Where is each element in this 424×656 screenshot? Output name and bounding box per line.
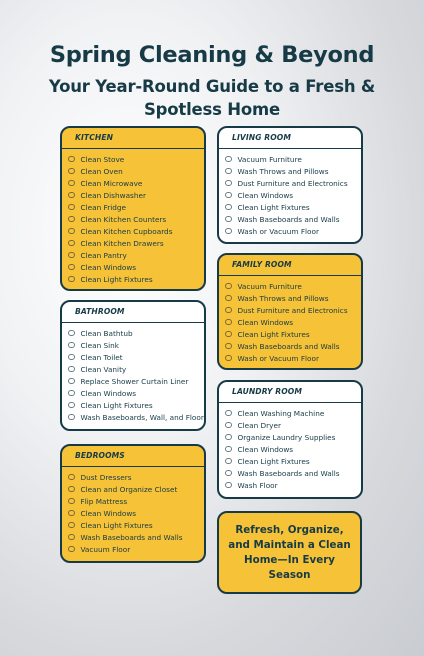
checklist-item (222, 292, 361, 304)
family-room-heading: FAMILY ROOM (219, 255, 361, 276)
checklist-item (65, 261, 204, 273)
checklist-item-label: Clean Microwave (80, 178, 143, 188)
checklist-item (65, 351, 204, 363)
bathroom-checklist (62, 323, 204, 423)
checkbox-circle-icon (68, 168, 75, 175)
bathroom-card (60, 300, 206, 431)
checklist-item-label: Clean Windows (237, 317, 294, 327)
checkbox-circle-icon (225, 307, 232, 314)
checkbox-circle-icon (68, 522, 75, 529)
checklist-item-label: Flip Mattress (80, 496, 128, 506)
checklist-item (65, 153, 204, 165)
checkbox-circle-icon (225, 331, 232, 338)
checklist-item (65, 249, 204, 261)
checklist-item (65, 483, 204, 495)
checklist-item-label: Clean Stove (80, 154, 125, 164)
checkbox-circle-icon (68, 510, 75, 517)
checklist-item-label: Vacuum Furniture (237, 154, 302, 164)
checkbox-circle-icon (225, 343, 232, 350)
checklist-item-label: Dust Furniture and Electronics (237, 305, 348, 315)
living-room-card (217, 126, 363, 244)
checkbox-circle-icon (68, 180, 75, 187)
checklist-item-label: Wash Baseboards and Walls (80, 532, 183, 542)
kitchen-heading: KITCHEN (62, 128, 204, 149)
checklist-item-label: Wash or Vacuum Floor (237, 353, 319, 363)
checklist-item-label: Wash Throws and Pillows (237, 293, 329, 303)
checklist-item-label: Clean Washing Machine (237, 408, 325, 418)
checklist-item-label: Clean Light Fixtures (237, 456, 310, 466)
checklist-item (222, 225, 361, 237)
checklist-item (222, 419, 361, 431)
family-room-card (217, 253, 363, 370)
checklist-item (222, 189, 361, 201)
checklist-item-label: Clean Light Fixtures (80, 520, 153, 530)
checklist-item (222, 165, 361, 177)
checkbox-circle-icon (225, 422, 232, 429)
checkbox-circle-icon (68, 276, 75, 283)
living-room-checklist (219, 149, 361, 237)
cta-text: Refresh, Organize, and Maintain a Clean Home—In Every Season (228, 523, 351, 581)
laundry-room-card (217, 380, 363, 499)
cta-box (217, 511, 362, 594)
checkbox-circle-icon (225, 410, 232, 417)
checklist-item (65, 375, 204, 387)
checklist-item-label: Wash or Vacuum Floor (237, 226, 319, 236)
checkbox-circle-icon (68, 252, 75, 259)
bedrooms-checklist (62, 467, 204, 555)
checkbox-circle-icon (225, 228, 232, 235)
kitchen-card (60, 126, 206, 291)
checklist-item (65, 273, 204, 285)
checkbox-circle-icon (225, 355, 232, 362)
checklist-item-label: Clean Oven (80, 166, 123, 176)
checklist-item-label: Wash Baseboards, Wall, and Floor (80, 412, 204, 422)
checklist-item-label: Vacuum Furniture (237, 281, 302, 291)
checklist-item (65, 363, 204, 375)
checklist-item-label: Clean and Organize Closet (80, 484, 178, 494)
checklist-item (65, 471, 204, 483)
checklist-item (65, 411, 204, 423)
bedrooms-card (60, 444, 206, 563)
checklist-item (222, 213, 361, 225)
checklist-item-label: Wash Floor (237, 480, 278, 490)
checklist-item-label: Replace Shower Curtain Liner (80, 376, 189, 386)
checklist-item-label: Clean Dryer (237, 420, 281, 430)
checklist-item (65, 399, 204, 411)
checklist-item-label: Dust Furniture and Electronics (237, 178, 348, 188)
checklist-item (65, 507, 204, 519)
checkbox-circle-icon (68, 546, 75, 553)
checklist-item-label: Clean Light Fixtures (237, 329, 310, 339)
checkbox-circle-icon (68, 354, 75, 361)
checklist-item-label: Clean Windows (80, 262, 137, 272)
checklist-item-label: Clean Windows (237, 190, 294, 200)
checklist-item (222, 177, 361, 189)
page-subtitle (0, 75, 424, 121)
checklist-item (222, 153, 361, 165)
checklist-item (222, 328, 361, 340)
checklist-item-label: Clean Toilet (80, 352, 123, 362)
checklist-item (222, 455, 361, 467)
checklist-item-label: Clean Windows (80, 388, 137, 398)
checkbox-circle-icon (225, 446, 232, 453)
checklist-item-label: Clean Sink (80, 340, 120, 350)
checklist-item-label: Vacuum Floor (80, 544, 131, 554)
checklist-item-label: Clean Kitchen Cupboards (80, 226, 173, 236)
page-subtitle-line-1: Your Year-Round Guide to a Fresh & (48, 77, 376, 96)
checklist-item-label: Wash Baseboards and Walls (237, 341, 340, 351)
checkbox-circle-icon (68, 192, 75, 199)
checklist-item-label: Wash Baseboards and Walls (237, 214, 340, 224)
checkbox-circle-icon (68, 264, 75, 271)
checklist-item (222, 431, 361, 443)
checklist-item (65, 531, 204, 543)
checkbox-circle-icon (68, 534, 75, 541)
checklist-item (65, 189, 204, 201)
checklist-item-label: Dust Dressers (80, 472, 132, 482)
checkbox-circle-icon (225, 216, 232, 223)
checkbox-circle-icon (68, 216, 75, 223)
checkbox-circle-icon (68, 330, 75, 337)
checkbox-circle-icon (225, 482, 232, 489)
checklist-item-label: Clean Vanity (80, 364, 127, 374)
checklist-item-label: Clean Fridge (80, 202, 126, 212)
checkbox-circle-icon (68, 228, 75, 235)
checklist-item (222, 340, 361, 352)
checklist-item-label: Clean Bathtub (80, 328, 133, 338)
checklist-item (65, 201, 204, 213)
checkbox-circle-icon (225, 180, 232, 187)
checkbox-circle-icon (68, 414, 75, 421)
checklist-item-label: Organize Laundry Supplies (237, 432, 336, 442)
checkbox-circle-icon (68, 156, 75, 163)
checklist-item-label: Clean Kitchen Counters (80, 214, 167, 224)
checklist-item (65, 225, 204, 237)
page-subtitle-line-2: Spotless Home (143, 100, 281, 119)
checklist-item-label: Clean Windows (237, 444, 294, 454)
checkbox-circle-icon (68, 498, 75, 505)
checklist-item (222, 201, 361, 213)
checkbox-circle-icon (225, 319, 232, 326)
checkbox-circle-icon (68, 486, 75, 493)
laundry-room-checklist (219, 403, 361, 491)
checklist-item (222, 352, 361, 364)
checklist-item-label: Clean Pantry (80, 250, 127, 260)
checklist-item (222, 443, 361, 455)
checklist-item (65, 387, 204, 399)
family-room-checklist (219, 276, 361, 364)
checkbox-circle-icon (68, 402, 75, 409)
checkbox-circle-icon (225, 156, 232, 163)
checklist-item-label: Clean Windows (80, 508, 137, 518)
checklist-item-label: Clean Light Fixtures (80, 274, 153, 284)
bathroom-heading: BATHROOM (62, 302, 204, 323)
checkbox-circle-icon (68, 378, 75, 385)
checklist-item (65, 495, 204, 507)
checkbox-circle-icon (225, 204, 232, 211)
checklist-item (65, 339, 204, 351)
checklist-item-label: Wash Throws and Pillows (237, 166, 329, 176)
checklist-item (65, 165, 204, 177)
checklist-item (65, 237, 204, 249)
checklist-item (65, 327, 204, 339)
checkbox-circle-icon (225, 458, 232, 465)
checklist-item-label: Clean Light Fixtures (80, 400, 153, 410)
checkbox-circle-icon (68, 390, 75, 397)
checkbox-circle-icon (68, 474, 75, 481)
checkbox-circle-icon (225, 470, 232, 477)
checkbox-circle-icon (225, 192, 232, 199)
checkbox-circle-icon (68, 366, 75, 373)
checklist-item (222, 407, 361, 419)
checklist-item (222, 479, 361, 491)
bedrooms-heading: BEDROOMS (62, 446, 204, 467)
checklist-item (65, 213, 204, 225)
checklist-item (222, 304, 361, 316)
checklist-item (65, 177, 204, 189)
checkbox-circle-icon (225, 295, 232, 302)
page-title: Spring Cleaning & Beyond (49, 42, 375, 68)
checklist-item (222, 467, 361, 479)
kitchen-checklist (62, 149, 204, 285)
checklist-item-label: Clean Light Fixtures (237, 202, 310, 212)
checkbox-circle-icon (225, 434, 232, 441)
checkbox-circle-icon (68, 342, 75, 349)
living-room-heading: LIVING ROOM (219, 128, 361, 149)
checklist-item-label: Wash Baseboards and Walls (237, 468, 340, 478)
checklist-item (222, 280, 361, 292)
checklist-item-label: Clean Dishwasher (80, 190, 146, 200)
checklist-item (222, 316, 361, 328)
checklist-item (65, 519, 204, 531)
laundry-room-heading: LAUNDRY ROOM (219, 382, 361, 403)
checklist-item-label: Clean Kitchen Drawers (80, 238, 164, 248)
checkbox-circle-icon (225, 283, 232, 290)
checkbox-circle-icon (68, 240, 75, 247)
checkbox-circle-icon (68, 204, 75, 211)
checklist-item (65, 543, 204, 555)
checkbox-circle-icon (225, 168, 232, 175)
